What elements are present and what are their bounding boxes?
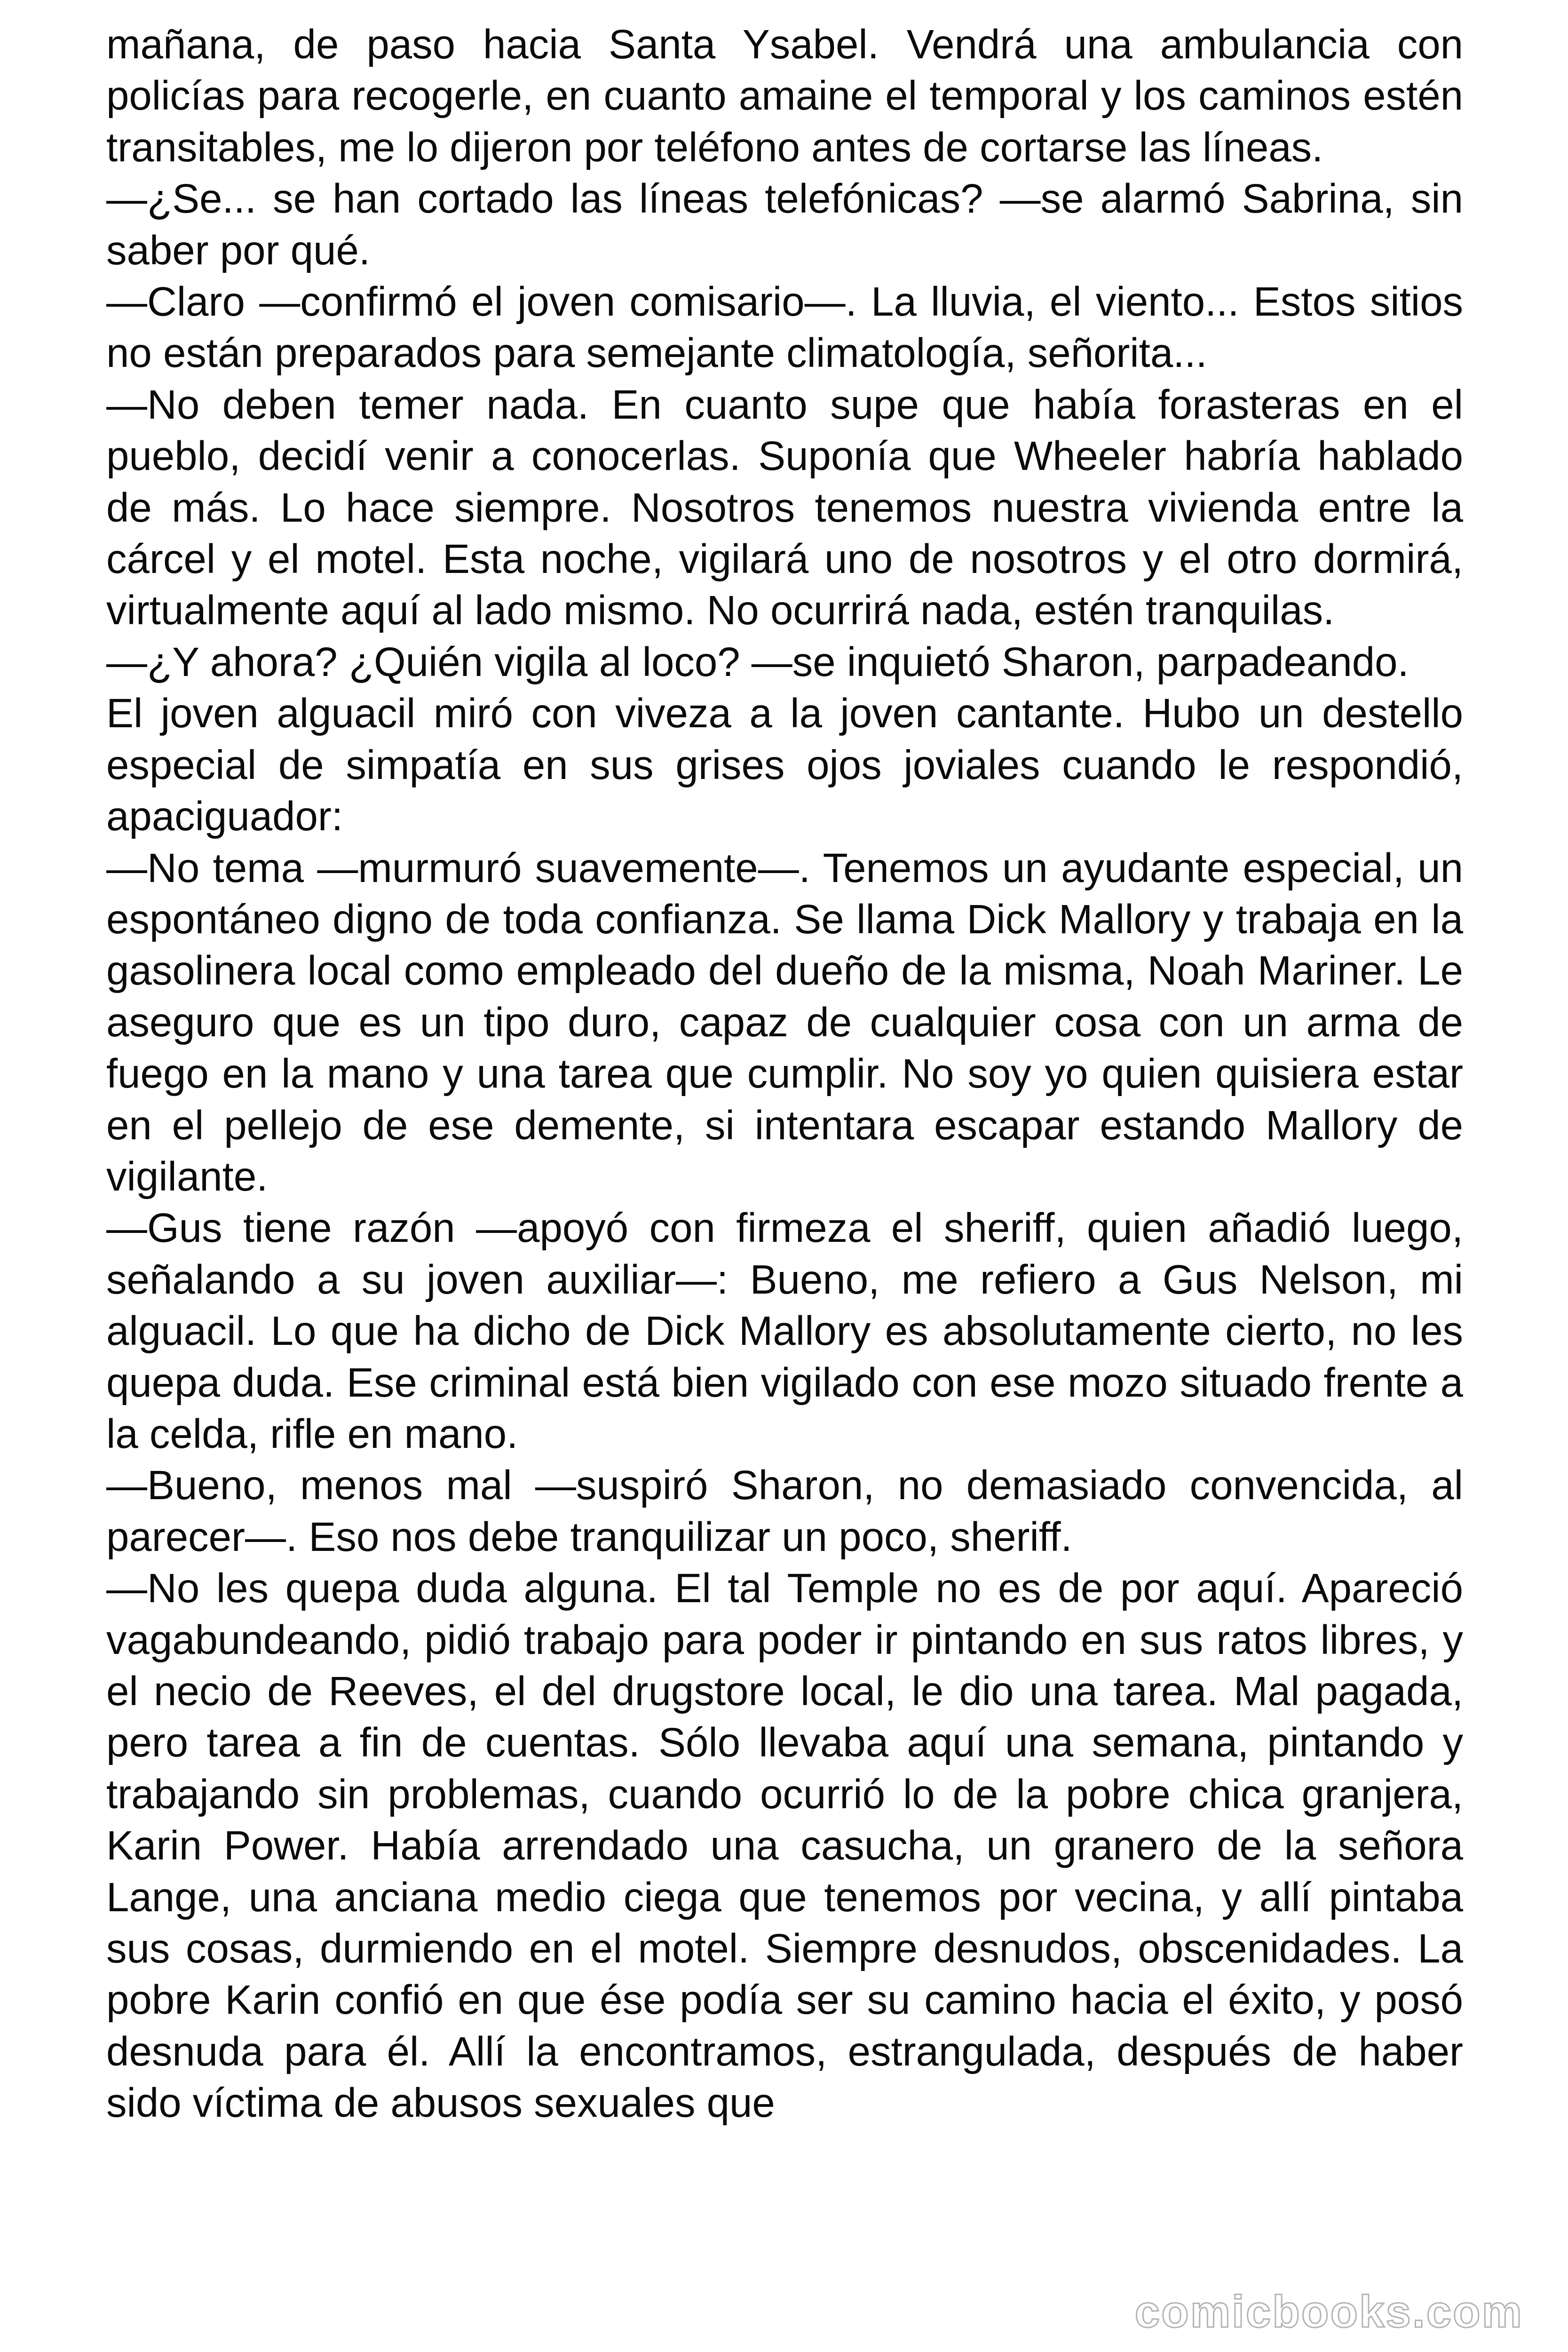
paragraph: —Bueno, menos mal —suspiró Sharon, no demasiado convencida, al parecer—. Eso nos debe tranquilizar un poco, sheriff.: [106, 1462, 1463, 1560]
paragraph: mañana, de paso hacia Santa Ysabel. Vendrá una ambulancia con policías para recogerle, en cuanto amaine el temporal y los caminos estén transitables, me lo dijeron por teléfono antes de cortarse las líneas.: [106, 22, 1463, 170]
body-text: [106, 19, 1463, 2129]
paragraph: El joven alguacil miró con viveza a la joven cantante. Hubo un destello especial de simpatía en sus grises ojos joviales cuando le respondió, apaciguador:: [106, 691, 1463, 840]
paragraph: —¿Y ahora? ¿Quién vigila al loco? —se inquietó Sharon, parpadeando.: [106, 639, 1409, 685]
paragraph: —No deben temer nada. En cuanto supe que había forasteras en el pueblo, decidí venir a conocerlas. Suponía que Wheeler habría hablado de más. Lo hace siempre. Nosotros tenemos nuestra vivienda entre la cárcel y el motel. Esta noche, vigilará uno de nosotros y el otro dormirá, virtualmente aquí al lado mismo. No ocurrirá nada, estén tranquilas.: [106, 381, 1463, 634]
paragraph: —No les quepa duda alguna. El tal Temple no es de por aquí. Apareció vagabundeando, pidió trabajo para poder ir pintando en sus ratos libres, y el necio de Reeves, el del drugstore local, le dio una tarea. Mal pagada, pero tarea a fin de cuentas. Sólo llevaba aquí una semana, pintando y trabajando sin problemas, cuando ocurrió lo de la pobre chica granjera, Karin Power. Había arrendado una casucha, un granero de la señora Lange, una anciana medio ciega que tenemos por vecina, y allí pintaba sus cosas, durmiendo en el motel. Siempre desnudos, obscenidades. La pobre Karin confió en que ése podía ser su camino hacia el éxito, y posó desnuda para él. Allí la encontramos, estrangulada, después de haber sido víctima de abusos sexuales que: [106, 1565, 1463, 2126]
paragraph: —Claro —confirmó el joven comisario—. La lluvia, el viento... Estos sitios no están preparados para semejante climatología, señorita...: [106, 279, 1463, 376]
paragraph: —¿Se... se han cortado las líneas telefónicas? —se alarmó Sabrina, sin saber por qué.: [106, 176, 1463, 273]
paragraph: —Gus tiene razón —apoyó con firmeza el sheriff, quien añadió luego, señalando a su joven auxiliar—: Bueno, me refiero a Gus Nelson, mi alguacil. Lo que ha dicho de Dick Mallory es absolutamente cierto, no les quepa duda. Ese criminal está bien vigilado con ese mozo situado frente a la celda, rifle en mano.: [106, 1205, 1463, 1457]
paragraph: —No tema —murmuró suavemente—. Tenemos un ayudante especial, un espontáneo digno de toda confianza. Se llama Dick Mallory y trabaja en la gasolinera local como empleado del dueño de la misma, Noah Mariner. Le aseguro que es un tipo duro, capaz de cualquier cosa con un arma de fuego en la mano y una tarea que cumplir. No soy yo quien quisiera estar en el pellejo de ese demente, si intentara escapar estando Mallory de vigilante.: [106, 845, 1463, 1200]
watermark: comicbooks.com: [1134, 2287, 1523, 2337]
